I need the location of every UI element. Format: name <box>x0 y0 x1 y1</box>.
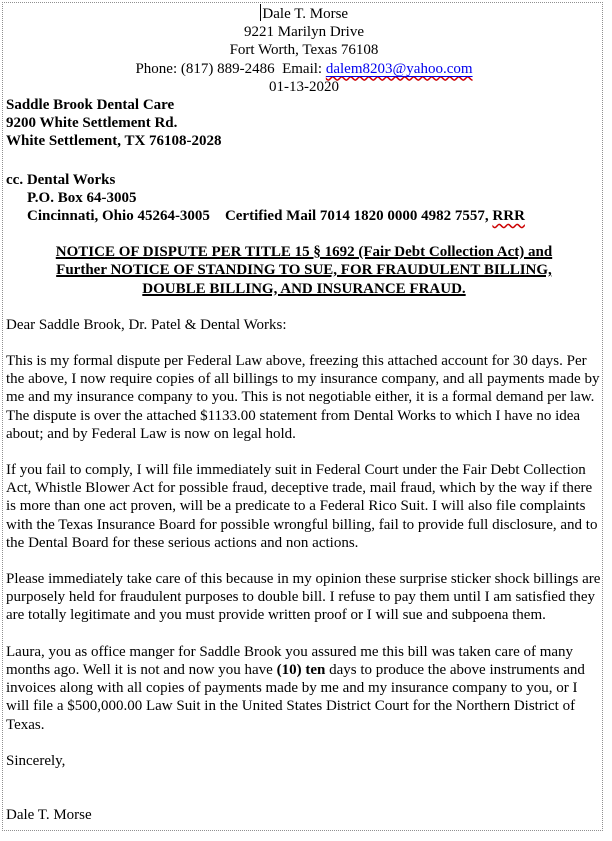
paragraph-4-end: days to produce the above instruments and invoices along with all copies of payments made by me and my insurance company to you, or I will file a $500,000.00 Law Suit in the United States District Court for the Northern District of Texas. <box>6 661 585 733</box>
heading-line-3-text: DOUBLE BILLING, AND INSURANCE FRAUD. <box>142 280 466 297</box>
sender-name-line <box>6 4 602 23</box>
email-link[interactable]: dalem8203@yahoo.com <box>325 60 473 77</box>
cc-po-box: P.O. Box 64-3005 <box>27 189 137 206</box>
recipient-name: Saddle Brook Dental Care <box>6 97 175 114</box>
misspelled-rrr: RRR <box>492 208 525 225</box>
sender-block <box>3 4 602 96</box>
paragraph-3: Please immediately take care of this because in my opinion these surprise sticker shock billings are purposely held for fraudulent purposes to double bill. I refuse to pay them until I am satisfied they are totally legitimate and you must provide written proof or I will sue and subpoena them. <box>6 571 601 624</box>
recipient-city: White Settlement, TX 76108-2028 <box>6 133 222 150</box>
heading-line-2 <box>6 261 602 279</box>
letter-date: 01-13-2020 <box>269 78 339 95</box>
cc-city: Cincinnati, Ohio 45264-3005 <box>27 208 225 225</box>
heading-line-1-text: NOTICE OF DISPUTE PER TITLE 15 § 1692 (Fair Debt Collection Act) and <box>55 244 553 261</box>
sender-name: Dale T. Morse <box>262 6 349 22</box>
paragraph-4 <box>3 643 602 734</box>
signature: Dale T. Morse <box>6 806 92 823</box>
recipient-street: 9200 White Settlement Rd. <box>6 115 178 132</box>
heading-line-3 <box>6 280 602 298</box>
sender-city: Fort Worth, Texas 76108 <box>229 42 379 59</box>
phone-email-label: Phone: (817) 889-2486 Email: <box>135 60 326 77</box>
closing: Sincerely, <box>6 752 66 769</box>
ten-days-bold: (10) ten <box>276 661 326 678</box>
salutation: Dear Saddle Brook, Dr. Patel & Dental Works: <box>6 316 287 333</box>
heading-line-1 <box>6 243 602 261</box>
paragraph-2: If you fail to comply, I will file immediately suit in Federal Court under the Fair Debt Collection Act, Whistle Blower Act for possible fraud, deceptive trade, mail fraud, which by the way if there is more than one act proven, will be a predicate to a Federal Rico Suit. I will also file complaints with the Texas Insurance Board for possible wrongful billing, fail to provide full disclosure, and to the Dental Board for these serious actions and non actions. <box>6 462 598 551</box>
cc-block <box>3 171 602 226</box>
notice-heading <box>3 243 602 298</box>
letter-page[interactable] <box>2 2 603 831</box>
sender-street: 9221 Marilyn Drive <box>244 24 364 41</box>
email-squiggle <box>326 61 473 77</box>
sender-contact-line <box>6 60 602 78</box>
certified-mail-text: Certified Mail 7014 1820 0000 4982 7557, <box>224 208 493 225</box>
recipient-block <box>3 96 602 151</box>
paragraph-1: This is my formal dispute per Federal Law above, freezing this attached account for 30 days. Per the above, I now require copies of all billings to my insurance company, and all payments made by me and my insurance company to you. This is not negotiable either, it is a formal demand per law. The dispute is over the attached $1133.00 statement from Dental Works to which I have no idea about; and by Federal Law is now on legal hold. <box>6 353 600 442</box>
cc-line: cc. Dental Works <box>6 171 116 188</box>
cc-city-certified-line <box>6 207 602 225</box>
heading-line-2-text: Further NOTICE OF STANDING TO SUE, FOR FRAUDULENT BILLING, <box>56 262 552 279</box>
paragraph-4-start: Laura, you as office manger for Saddle Brook you assured me this bill was taken care of many months ago. Well it is not and now you have <box>6 643 574 678</box>
